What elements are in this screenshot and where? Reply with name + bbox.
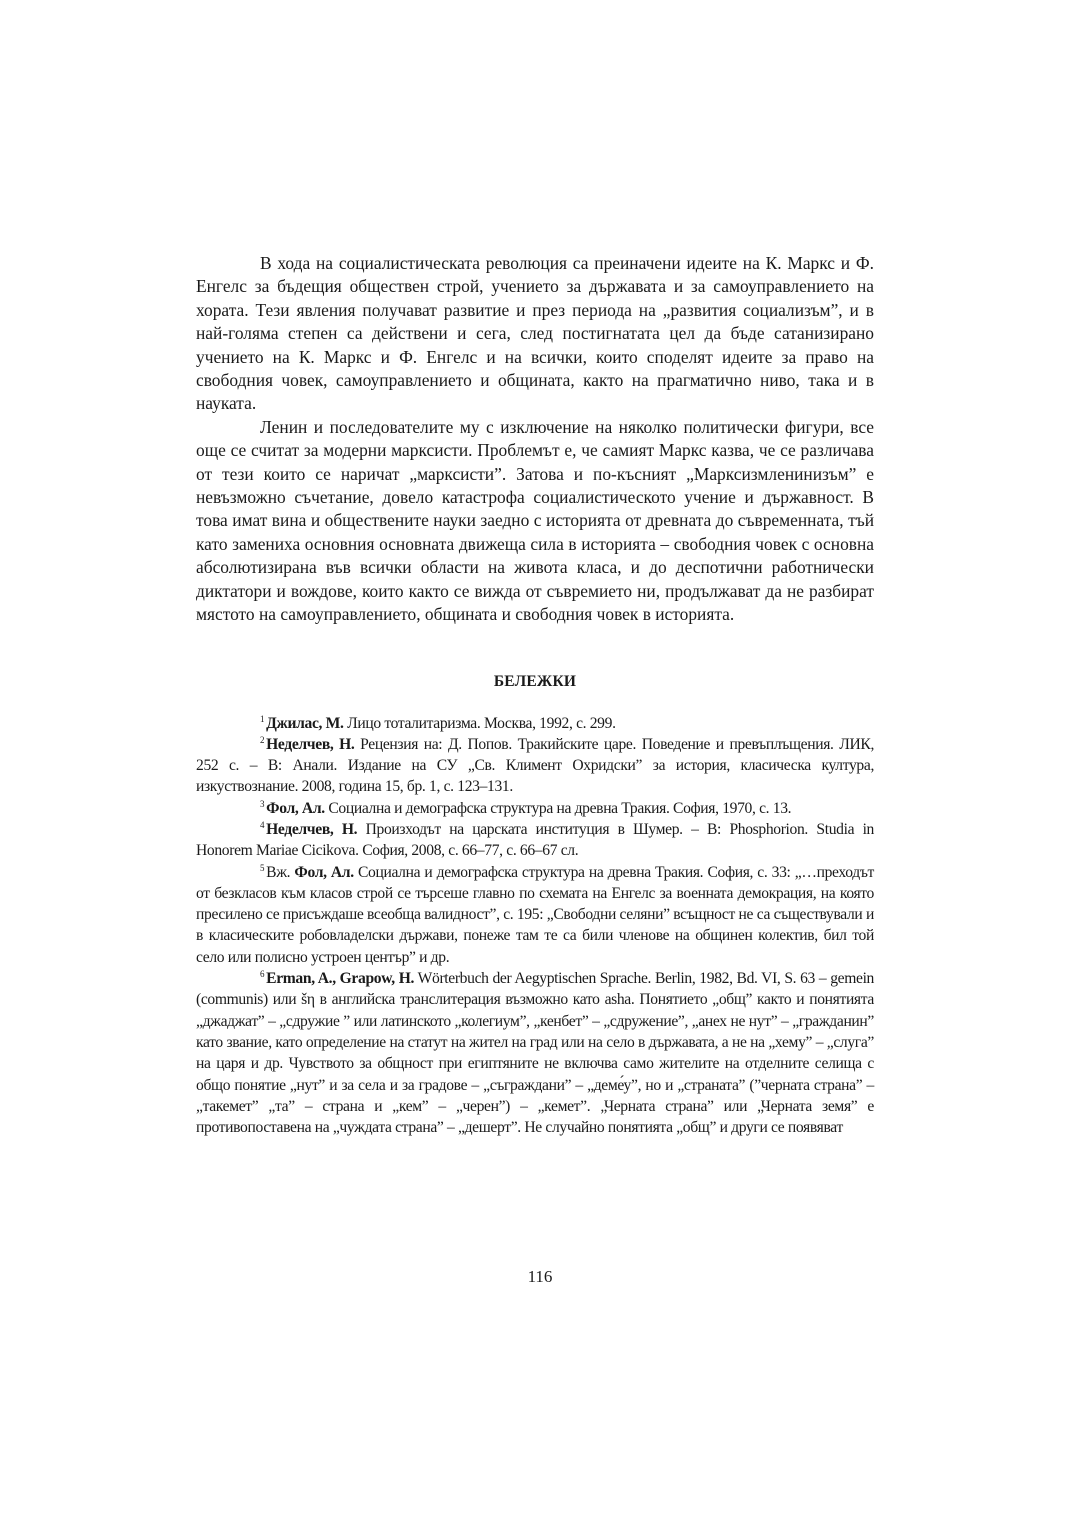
note-text: Социална и демографска структура на древна Тракия. София, 1970, с. 13. <box>324 799 792 817</box>
note-author: Фол, Ал. <box>294 863 354 881</box>
notes-list <box>196 713 874 1139</box>
note-item <box>196 713 874 734</box>
note-number: 3 <box>260 798 265 809</box>
note-item <box>196 819 874 862</box>
note-item <box>196 734 874 798</box>
notes-heading: БЕЛЕЖКИ <box>493 672 577 690</box>
note-text: Wörterbuch der Aegyptischen Sprache. Berlin, 1982, Bd. VI, S. 63 – gemein (communis) или šη в английска транслитерация възможно като asha. Понятието „общ” както и понятията „джаджат” – „сдружие ” или латинското „колегиум”, „кенбет” – „сдружение”, „анех не нут” – „гражданин” като звание, като определение на статут на жител на град или на село в държавата, а не на „хему” – „слуга” на царя и др. Чувството за общност при египтяните не включва само жителите на отделните селища с общо понятие „нут” и за села и за градове – „съграждани” – „деме́у”, но и „страната” (”черната страна” – „такемет” „та” – страна и „кем” – „черен”) – „кемет”. „Черната страна” или „Черната земя” е противопоставена на „чуждата страна” – „дешерт”. Не случайно понятията „общ” и други се появяват <box>196 970 874 1137</box>
note-text: Социална и демографска структура на древна Тракия. София, с. 33: „…преходът от безкласов към класов строй се търсеше главно по схемата на Енгелс за военната демокрация, на която пресилено се присъждаше всеобща валидност”, с. 195: „Свободни селяни” всъщност не са съществували и в класическите робовладелски държави, понеже там те са били членове на общинен колектив, бил той село или полисно устроен център” и др. <box>196 863 874 966</box>
note-author: Неделчев, Н. <box>266 820 358 838</box>
note-number: 1 <box>260 713 265 724</box>
page-content <box>196 252 874 1138</box>
note-author: Джилас, М. <box>266 714 344 732</box>
note-number: 5 <box>260 862 265 873</box>
note-item <box>196 862 874 968</box>
note-number: 6 <box>260 969 265 980</box>
paragraph: В хода на социалистическата революция са преиначени идеите на К. Маркс и Ф. Енгелс за бъдещия обществен строй, учението за държавата и за самоуправлението на хората. Тези явления получават развитие и през периода на „развития социализъм”, и в най-голяма степен са действени и сега, след постигнатата цел да бъде сатанизирано учението на К. Маркс и Ф. Енгелс и на всички, които споделят идеите за право на свободния човек, самоуправлението и общината, както на прагматично ниво, така и в науката. <box>196 253 874 414</box>
note-text: Рецензия на: Д. Попов. Тракийските царе. Поведение и превъплъщения. ЛИК, 252 с. – В: Анали. Издание на СУ „Св. Климент Охридски” за история, класическа култура, изкуствознание. 2008, година 15, бр. 1, с. 123–131. <box>196 735 874 796</box>
note-number: 2 <box>260 734 265 745</box>
paragraph: Ленин и последователите му с изключение на няколко политически фигури, все още се считат за модерни марксисти. Проблемът е, че самият Маркс казва, че се различава от тези които се наричат „марксисти”. Затова и по-късният „Марксизмленинизъм” е невъзможно съчетание, довело катастрофа социалистическото учение и държавност. В това имат вина и обществените науки заедно с историята от древната до съвременната, тъй като замениха основния основната движеща сила в историята – свободния човек с основна абсолютизирана във всички области на живота класа, и до деспотични работнически диктатори и вождове, които както се вижда от съвремието ни, продължават да не разбират мястото на самоуправлението, общината и свободния човек в историята. <box>196 416 874 625</box>
note-author: Erman, A., Grapow, H. <box>266 970 415 988</box>
note-item <box>196 968 874 1138</box>
note-item <box>196 798 874 819</box>
note-text: Произходът на царската институция в Шумер. – В: Phosphorion. Studia in Honorem Mariae Cicikova. София, 2008, с. 66–77, с. 66–67 сл. <box>196 820 874 860</box>
main-text <box>196 252 874 627</box>
note-author: Неделчев, Н. <box>266 735 355 753</box>
note-text: Лицо тоталитаризма. Москва, 1992, с. 299. <box>343 714 616 732</box>
note-author: Фол, Ал. <box>266 799 325 817</box>
page-number: 116 <box>527 1267 553 1286</box>
note-prefix: Вж. <box>266 863 295 881</box>
note-number: 4 <box>260 819 265 830</box>
